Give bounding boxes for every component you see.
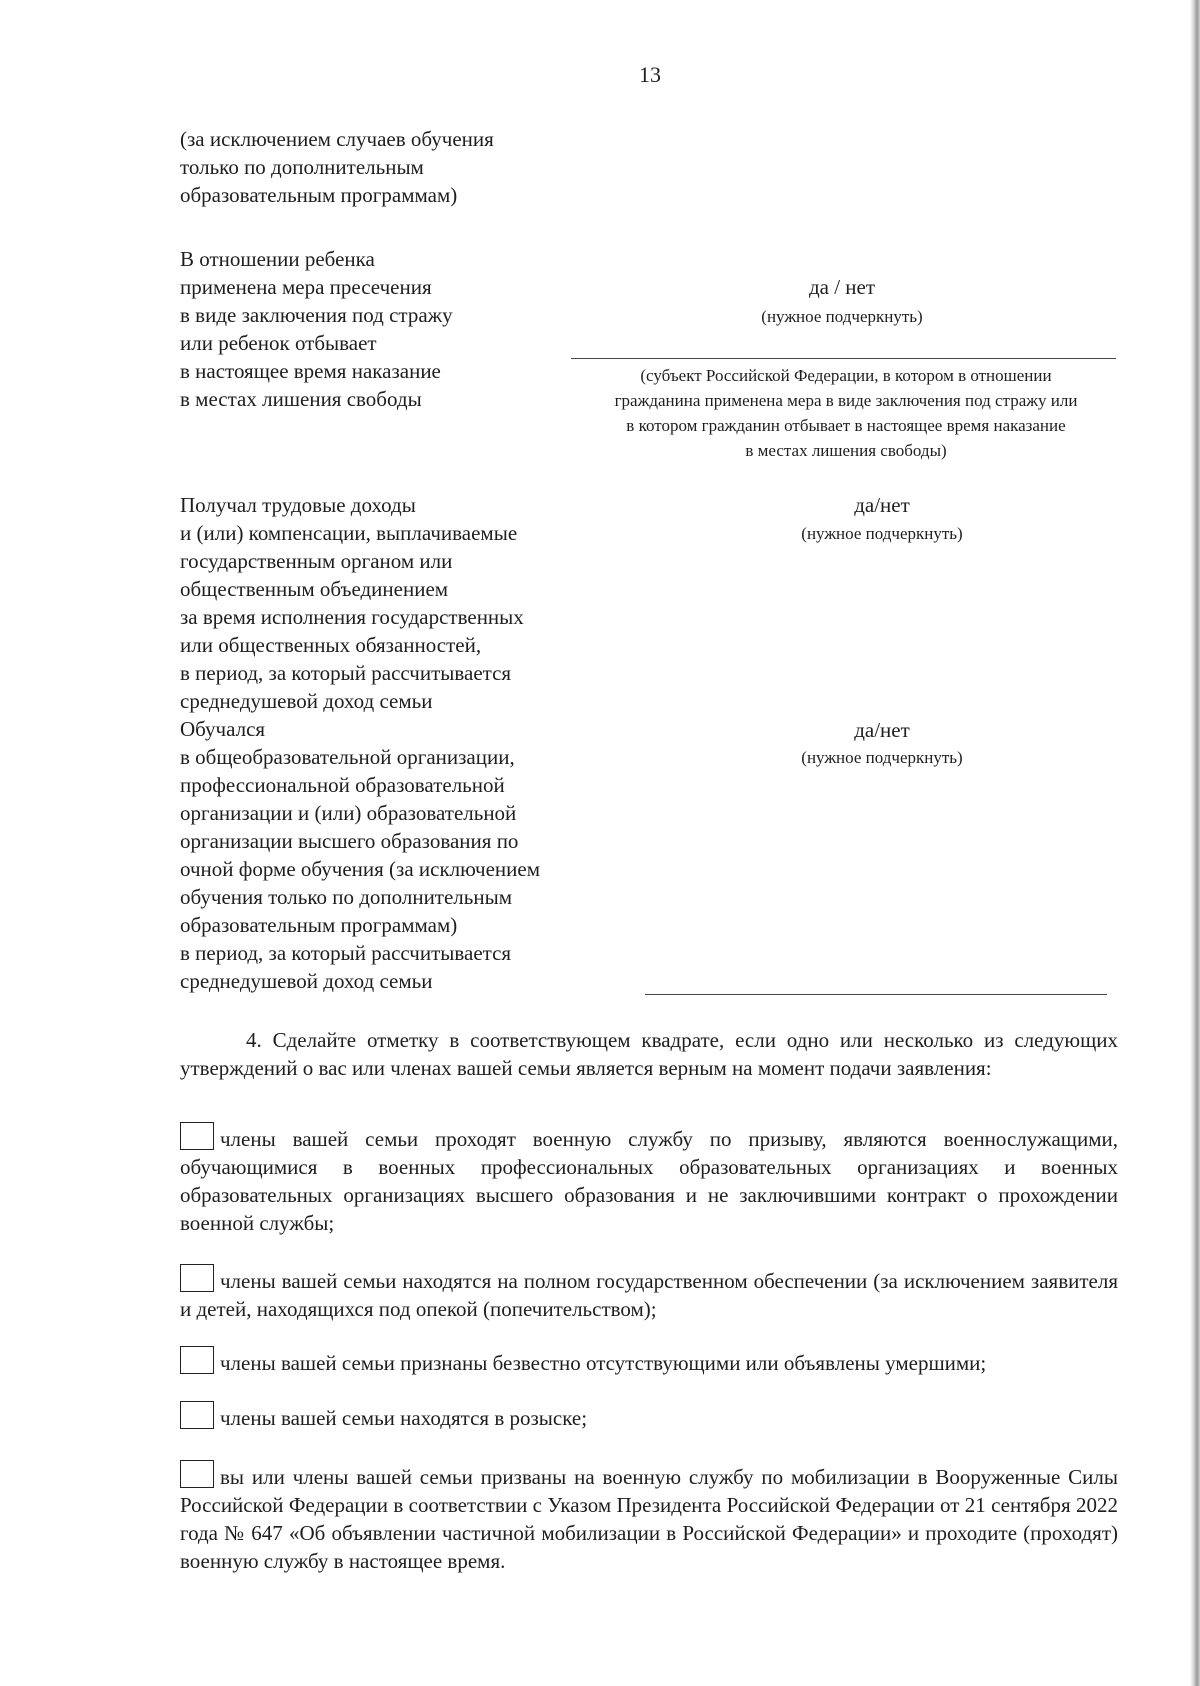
detention-answer: да / нет: [808, 275, 876, 299]
statement-3-checkbox[interactable]: [180, 1346, 214, 1374]
study-exception-note: (за исключением случаев обучения только по дополнительным образовательным программам): [180, 127, 494, 207]
study-answer-line[interactable]: [645, 994, 1107, 995]
detention-region-caption: (субъект Российской Федерации, в котором в отношении гражданина применена мера в виде заключения под стражу или в котором гражданин отбывает в настоящее время наказание в местах лишения свободы): [614, 366, 1078, 460]
scan-page-edge: [1190, 0, 1200, 1686]
study-answer-hint: (нужное подчеркнуть): [801, 748, 963, 767]
statement-5-text: вы или члены вашей семьи призваны на военную службу по мобилизации в Вооруженные Силы Российской Федерации в соответствии с Указом Президента Российской Федерации от 21 сентября 2022 года № 647 «Об объявлении частичной мобилизации в Российской Федерации» и проходите (проходят) военную службу в настоящее время.: [180, 1465, 1118, 1573]
detention-region-field[interactable]: [571, 358, 1116, 359]
statement-4-checkbox[interactable]: [180, 1401, 214, 1429]
statement-1: [180, 1122, 1118, 1237]
statement-1-text: члены вашей семьи проходят военную службу по призыву, являются военнослужащими, обучающимися в военных профессиональных образовательных организациях и военных образовательных организациях высшего образования и не заключившими контракт о прохождении военной службы;: [180, 1127, 1118, 1235]
statement-2: [180, 1264, 1118, 1323]
study-answer: да/нет: [854, 718, 910, 742]
income-question: Получал трудовые доходы и (или) компенсации, выплачиваемые государственным органом или общественным объединением за время исполнения государственных или общественных обязанностей, в период, за который рассчитывается среднедушевой доход семьи: [180, 493, 524, 713]
detention-answer-hint: (нужное подчеркнуть): [761, 307, 923, 326]
statement-2-text: члены вашей семьи находятся на полном государственном обеспечении (за исключением заявителя и детей, находящихся под опекой (попечительством);: [180, 1269, 1118, 1321]
statement-4: [180, 1401, 1118, 1432]
statement-1-checkbox[interactable]: [180, 1122, 214, 1150]
statement-3-text: члены вашей семьи признаны безвестно отсутствующими или объявлены умершими;: [220, 1351, 987, 1375]
statement-5-checkbox[interactable]: [180, 1460, 214, 1488]
statement-4-text: члены вашей семьи находятся в розыске;: [220, 1406, 588, 1430]
study-question: Обучался в общеобразовательной организации, профессиональной образовательной организации и (или) образовательной организации высшего образования по очной форме обучения (за исключением обучения только по дополнительным образовательным программам) в период, за который рассчитывается среднедушевой доход семьи: [180, 717, 541, 993]
page-number: 13: [639, 62, 661, 87]
statement-3: [180, 1346, 1118, 1377]
detention-question: В отношении ребенка применена мера пресечения в виде заключения под стражу или ребенок отбывает в настоящее время наказание в местах лишения свободы: [180, 247, 453, 411]
income-answer: да/нет: [854, 493, 910, 517]
statement-2-checkbox[interactable]: [180, 1264, 214, 1292]
statement-5: [180, 1460, 1118, 1575]
income-answer-hint: (нужное подчеркнуть): [801, 524, 963, 543]
section-4-intro: 4. Сделайте отметку в соответствующем квадрате, если одно или несколько из следующих утверждений о вас или членах вашей семьи является верным на момент подачи заявления:: [180, 1028, 1118, 1080]
